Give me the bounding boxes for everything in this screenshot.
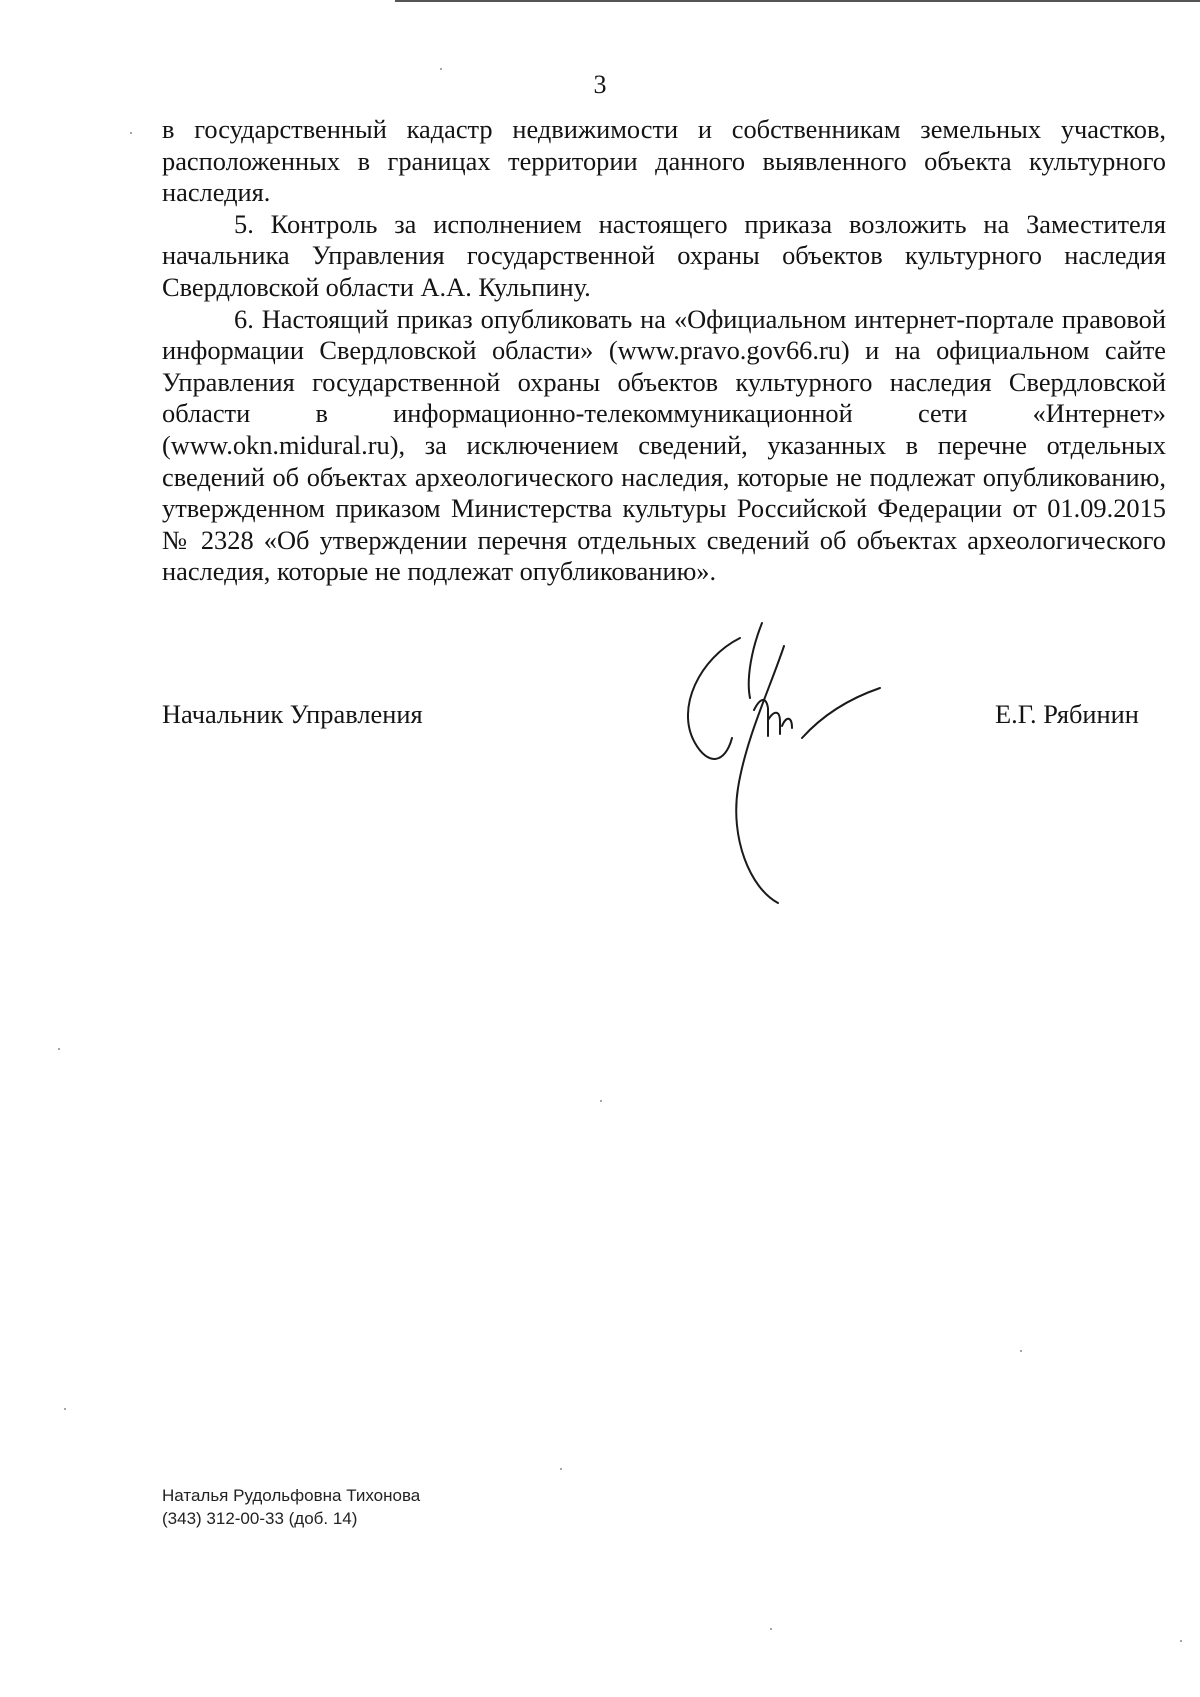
executor-name: Наталья Рудольфовна Тихонова bbox=[162, 1486, 421, 1505]
executor-phone: (343) 312-00-33 (доб. 14) bbox=[162, 1509, 358, 1528]
paragraph-item-6: 6. Настоящий приказ опубликовать на «Официальном интернет-портале правовой информации Свердловской области» (www.pravo.gov66.ru) и на официальном сайте Управления государственной охраны объектов культурного наследия Свердловской области в информационно-телекоммуникационной сети «Интернет» (www.okn.midural.ru), за исключением сведений, указанных в перечне отдельных сведений об объектах археологического наследия, которые не подлежат опубликованию, утвержденном приказом Министерства культуры Российской Федерации от 01.09.2015 № 2328 «Об утверждении перечня отдельных сведений об объектах археологического наследия, которые не подлежат опубликованию». bbox=[162, 303, 1166, 587]
page-number: 3 bbox=[593, 70, 607, 99]
executor-contact bbox=[162, 1484, 420, 1530]
top-border-line bbox=[395, 0, 1200, 2]
scan-speck bbox=[58, 1048, 60, 1050]
scan-speck bbox=[600, 1100, 602, 1102]
signer-position: Начальник Управления bbox=[162, 699, 423, 729]
scan-speck bbox=[130, 132, 132, 134]
scan-speck bbox=[64, 1408, 66, 1410]
scan-speck bbox=[560, 1468, 562, 1470]
scan-speck bbox=[440, 68, 442, 70]
signer-name: Е.Г. Рябинин bbox=[995, 699, 1139, 729]
paragraph-continuation: в государственный кадастр недвижимости и собственникам земельных участков, расположенных в границах территории данного выявленного объекта культурного наследия. bbox=[162, 114, 1166, 208]
scan-speck bbox=[770, 1628, 772, 1630]
document-body bbox=[162, 114, 1166, 588]
scan-speck bbox=[1180, 1640, 1182, 1642]
handwritten-signature bbox=[680, 618, 910, 918]
paragraph-item-5: 5. Контроль за исполнением настоящего приказа возложить на Заместителя начальника Управления государственной охраны объектов культурного наследия Свердловской области А.А. Кульпину. bbox=[162, 208, 1166, 302]
scan-speck bbox=[1020, 1350, 1022, 1352]
